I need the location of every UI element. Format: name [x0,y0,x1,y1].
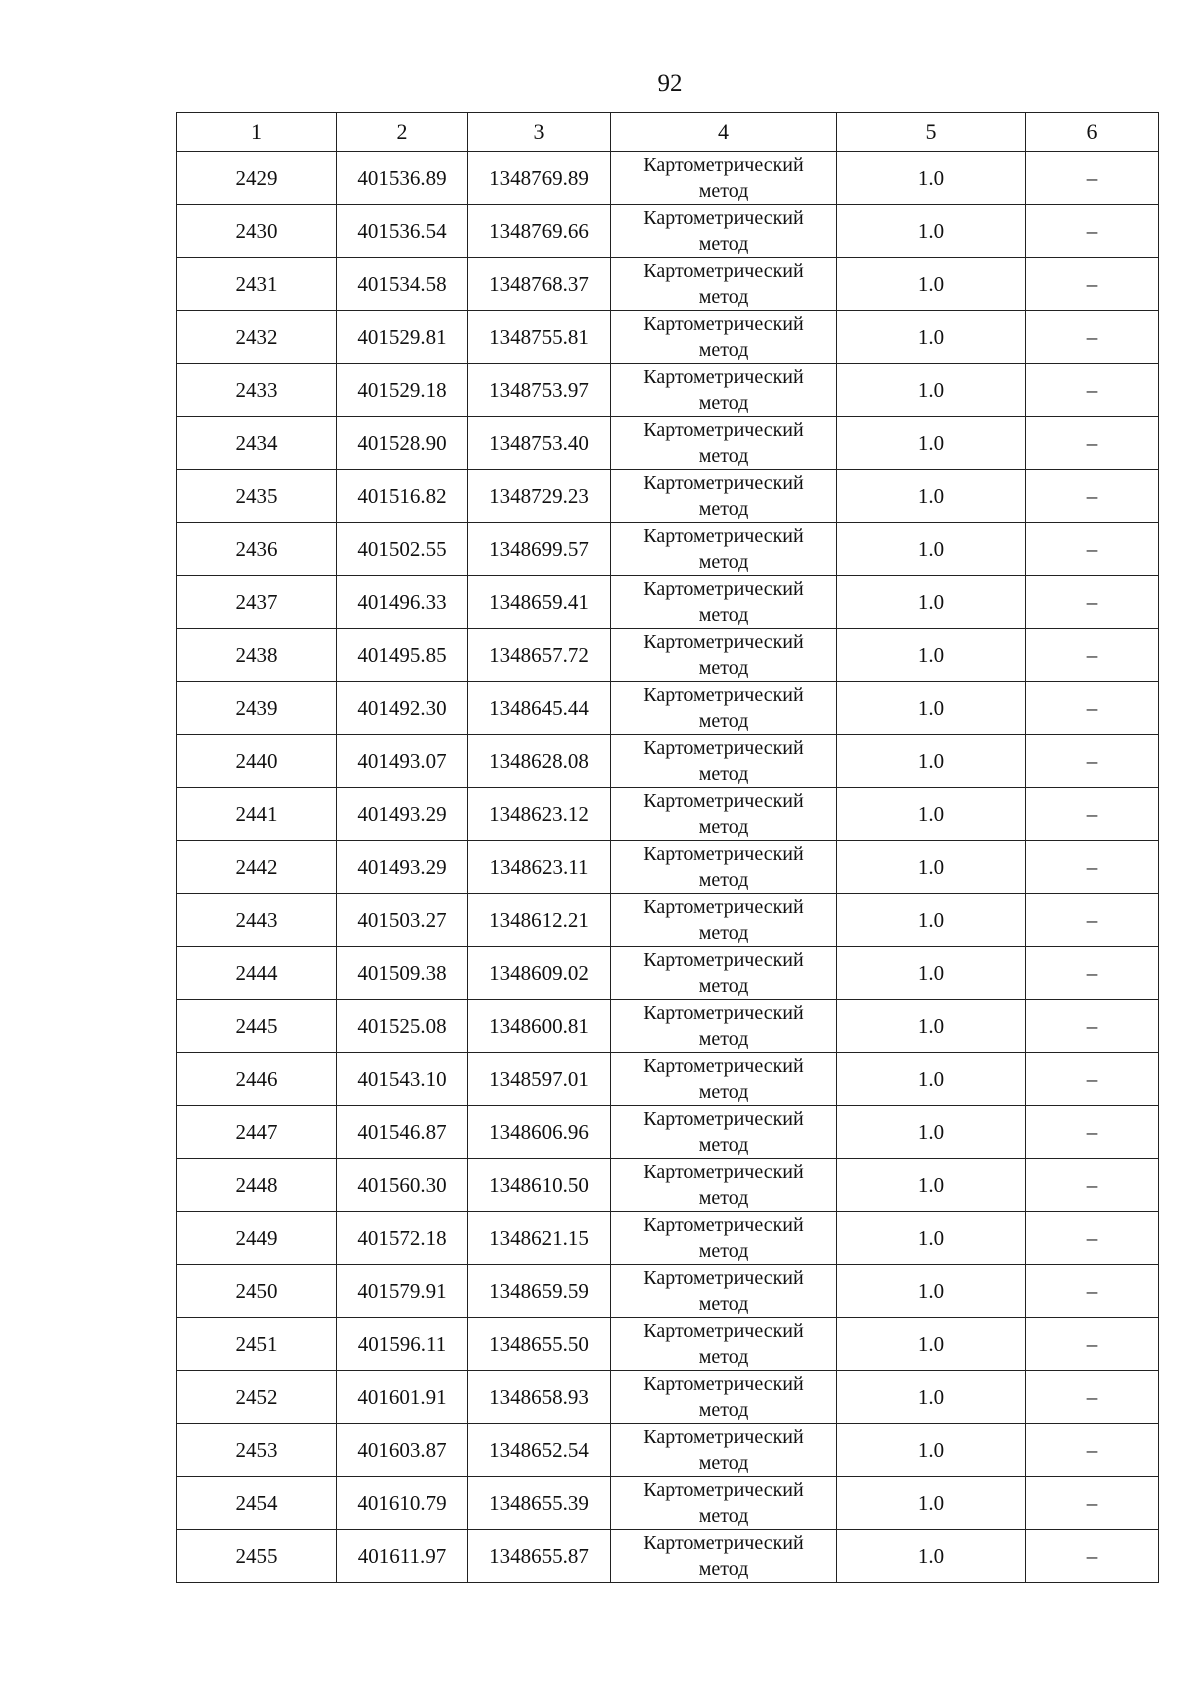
note-cell: – [1026,576,1159,629]
note-cell: – [1026,735,1159,788]
y-coordinate-cell: 1348657.72 [468,629,611,682]
y-coordinate-cell: 1348755.81 [468,311,611,364]
method-line-2: метод [698,1452,749,1474]
method-cell [611,205,837,258]
point-number-cell: 2435 [177,470,337,523]
table-row [177,1424,1159,1477]
note-cell: – [1026,1159,1159,1212]
method-cell [611,947,837,1000]
table-row [177,1106,1159,1159]
method-line-2: метод [698,763,749,785]
table-row [177,1159,1159,1212]
point-number-cell: 2439 [177,682,337,735]
method-line-1: Картометрический [643,207,804,229]
point-number-cell: 2431 [177,258,337,311]
x-coordinate-cell: 401509.38 [337,947,468,1000]
table-row [177,1212,1159,1265]
note-cell: – [1026,205,1159,258]
method-line-2: метод [698,1134,749,1156]
note-cell: – [1026,894,1159,947]
x-coordinate-cell: 401601.91 [337,1371,468,1424]
accuracy-cell: 1.0 [837,152,1026,205]
column-header-4: 4 [611,113,837,152]
column-header-1: 1 [177,113,337,152]
note-cell: – [1026,682,1159,735]
method-cell [611,1212,837,1265]
method-line-2: метод [698,339,749,361]
method-cell [611,629,837,682]
x-coordinate-cell: 401525.08 [337,1000,468,1053]
point-number-cell: 2443 [177,894,337,947]
accuracy-cell: 1.0 [837,947,1026,1000]
y-coordinate-cell: 1348753.40 [468,417,611,470]
method-line-1: Картометрический [643,1002,804,1024]
point-number-cell: 2436 [177,523,337,576]
method-cell [611,1053,837,1106]
method-line-2: метод [698,445,749,467]
y-coordinate-cell: 1348621.15 [468,1212,611,1265]
y-coordinate-cell: 1348645.44 [468,682,611,735]
method-cell [611,1265,837,1318]
method-cell [611,894,837,947]
table-row [177,735,1159,788]
y-coordinate-cell: 1348699.57 [468,523,611,576]
x-coordinate-cell: 401611.97 [337,1530,468,1583]
method-line-1: Картометрический [643,1532,804,1554]
method-line-2: метод [698,975,749,997]
x-coordinate-cell: 401493.07 [337,735,468,788]
method-line-2: метод [698,1187,749,1209]
note-cell: – [1026,1318,1159,1371]
method-cell [611,417,837,470]
method-line-1: Картометрический [643,578,804,600]
note-cell: – [1026,1265,1159,1318]
header-row [177,113,1159,152]
method-line-2: метод [698,1346,749,1368]
point-number-cell: 2448 [177,1159,337,1212]
method-line-2: метод [698,1505,749,1527]
point-number-cell: 2430 [177,205,337,258]
accuracy-cell: 1.0 [837,1159,1026,1212]
method-cell [611,1000,837,1053]
method-line-1: Картометрический [643,1161,804,1183]
method-line-2: метод [698,180,749,202]
point-number-cell: 2445 [177,1000,337,1053]
x-coordinate-cell: 401572.18 [337,1212,468,1265]
method-line-1: Картометрический [643,472,804,494]
column-header-6: 6 [1026,113,1159,152]
accuracy-cell: 1.0 [837,205,1026,258]
note-cell: – [1026,1000,1159,1053]
note-cell: – [1026,788,1159,841]
y-coordinate-cell: 1348610.50 [468,1159,611,1212]
x-coordinate-cell: 401493.29 [337,788,468,841]
note-cell: – [1026,1477,1159,1530]
accuracy-cell: 1.0 [837,1265,1026,1318]
point-number-cell: 2441 [177,788,337,841]
y-coordinate-cell: 1348768.37 [468,258,611,311]
table-row [177,1477,1159,1530]
method-line-1: Картометрический [643,896,804,918]
x-coordinate-cell: 401496.33 [337,576,468,629]
point-number-cell: 2440 [177,735,337,788]
point-number-cell: 2438 [177,629,337,682]
point-number-cell: 2447 [177,1106,337,1159]
method-line-1: Картометрический [643,631,804,653]
table-row [177,311,1159,364]
table-row [177,470,1159,523]
accuracy-cell: 1.0 [837,1530,1026,1583]
method-line-2: метод [698,392,749,414]
accuracy-cell: 1.0 [837,788,1026,841]
method-cell [611,1424,837,1477]
method-line-1: Картометрический [643,525,804,547]
y-coordinate-cell: 1348609.02 [468,947,611,1000]
x-coordinate-cell: 401529.18 [337,364,468,417]
method-cell [611,1106,837,1159]
x-coordinate-cell: 401579.91 [337,1265,468,1318]
note-cell: – [1026,1530,1159,1583]
method-line-2: метод [698,1399,749,1421]
method-line-1: Картометрический [643,1267,804,1289]
point-number-cell: 2434 [177,417,337,470]
accuracy-cell: 1.0 [837,1106,1026,1159]
method-line-2: метод [698,869,749,891]
accuracy-cell: 1.0 [837,576,1026,629]
y-coordinate-cell: 1348623.12 [468,788,611,841]
table-row [177,205,1159,258]
method-cell [611,470,837,523]
note-cell: – [1026,1212,1159,1265]
method-line-2: метод [698,1028,749,1050]
page-number: 92 [657,70,683,97]
column-header-3: 3 [468,113,611,152]
y-coordinate-cell: 1348729.23 [468,470,611,523]
coordinates-table [176,112,1159,1583]
method-line-2: метод [698,922,749,944]
method-line-1: Картометрический [643,154,804,176]
point-number-cell: 2455 [177,1530,337,1583]
note-cell: – [1026,311,1159,364]
method-cell [611,1530,837,1583]
point-number-cell: 2444 [177,947,337,1000]
method-line-1: Картометрический [643,949,804,971]
accuracy-cell: 1.0 [837,470,1026,523]
note-cell: – [1026,364,1159,417]
point-number-cell: 2449 [177,1212,337,1265]
method-cell [611,1477,837,1530]
method-line-2: метод [698,1081,749,1103]
y-coordinate-cell: 1348769.89 [468,152,611,205]
note-cell: – [1026,629,1159,682]
point-number-cell: 2446 [177,1053,337,1106]
accuracy-cell: 1.0 [837,1371,1026,1424]
point-number-cell: 2432 [177,311,337,364]
method-cell [611,258,837,311]
x-coordinate-cell: 401529.81 [337,311,468,364]
column-header-2: 2 [337,113,468,152]
method-line-1: Картометрический [643,1320,804,1342]
x-coordinate-cell: 401536.54 [337,205,468,258]
accuracy-cell: 1.0 [837,523,1026,576]
method-line-1: Картометрический [643,1055,804,1077]
accuracy-cell: 1.0 [837,629,1026,682]
method-line-1: Картометрический [643,1426,804,1448]
y-coordinate-cell: 1348659.41 [468,576,611,629]
accuracy-cell: 1.0 [837,1318,1026,1371]
table-row [177,364,1159,417]
table-row [177,576,1159,629]
x-coordinate-cell: 401492.30 [337,682,468,735]
method-cell [611,152,837,205]
method-cell [611,311,837,364]
x-coordinate-cell: 401516.82 [337,470,468,523]
accuracy-cell: 1.0 [837,364,1026,417]
x-coordinate-cell: 401503.27 [337,894,468,947]
accuracy-cell: 1.0 [837,1212,1026,1265]
method-cell [611,1371,837,1424]
column-header-5: 5 [837,113,1026,152]
note-cell: – [1026,947,1159,1000]
accuracy-cell: 1.0 [837,735,1026,788]
note-cell: – [1026,523,1159,576]
accuracy-cell: 1.0 [837,841,1026,894]
point-number-cell: 2453 [177,1424,337,1477]
y-coordinate-cell: 1348612.21 [468,894,611,947]
point-number-cell: 2454 [177,1477,337,1530]
method-line-2: метод [698,551,749,573]
y-coordinate-cell: 1348655.50 [468,1318,611,1371]
x-coordinate-cell: 401546.87 [337,1106,468,1159]
accuracy-cell: 1.0 [837,894,1026,947]
point-number-cell: 2450 [177,1265,337,1318]
table-row [177,894,1159,947]
accuracy-cell: 1.0 [837,258,1026,311]
table-row [177,417,1159,470]
y-coordinate-cell: 1348659.59 [468,1265,611,1318]
note-cell: – [1026,1106,1159,1159]
y-coordinate-cell: 1348597.01 [468,1053,611,1106]
y-coordinate-cell: 1348628.08 [468,735,611,788]
x-coordinate-cell: 401495.85 [337,629,468,682]
note-cell: – [1026,1371,1159,1424]
method-cell [611,523,837,576]
table-row [177,258,1159,311]
table-row [177,1318,1159,1371]
accuracy-cell: 1.0 [837,1000,1026,1053]
method-line-2: метод [698,604,749,626]
method-cell [611,682,837,735]
accuracy-cell: 1.0 [837,1424,1026,1477]
y-coordinate-cell: 1348652.54 [468,1424,611,1477]
method-line-2: метод [698,1558,749,1580]
note-cell: – [1026,470,1159,523]
table-body [177,152,1159,1583]
table-row [177,1265,1159,1318]
note-cell: – [1026,152,1159,205]
y-coordinate-cell: 1348600.81 [468,1000,611,1053]
point-number-cell: 2433 [177,364,337,417]
note-cell: – [1026,258,1159,311]
table-row [177,1000,1159,1053]
table-row [177,841,1159,894]
method-line-2: метод [698,657,749,679]
method-line-1: Картометрический [643,419,804,441]
method-cell [611,1159,837,1212]
table-row [177,788,1159,841]
method-line-2: метод [698,233,749,255]
method-line-2: метод [698,286,749,308]
x-coordinate-cell: 401502.55 [337,523,468,576]
table-header [177,113,1159,152]
method-line-2: метод [698,1293,749,1315]
point-number-cell: 2452 [177,1371,337,1424]
point-number-cell: 2442 [177,841,337,894]
table-row [177,629,1159,682]
method-line-1: Картометрический [643,790,804,812]
method-line-2: метод [698,1240,749,1262]
x-coordinate-cell: 401493.29 [337,841,468,894]
accuracy-cell: 1.0 [837,417,1026,470]
method-line-1: Картометрический [643,684,804,706]
table-row [177,947,1159,1000]
table-row [177,523,1159,576]
method-cell [611,364,837,417]
method-line-2: метод [698,816,749,838]
y-coordinate-cell: 1348769.66 [468,205,611,258]
y-coordinate-cell: 1348606.96 [468,1106,611,1159]
x-coordinate-cell: 401528.90 [337,417,468,470]
x-coordinate-cell: 401596.11 [337,1318,468,1371]
note-cell: – [1026,417,1159,470]
accuracy-cell: 1.0 [837,311,1026,364]
x-coordinate-cell: 401534.58 [337,258,468,311]
table-row [177,1371,1159,1424]
x-coordinate-cell: 401610.79 [337,1477,468,1530]
method-line-1: Картометрический [643,1108,804,1130]
method-cell [611,576,837,629]
x-coordinate-cell: 401536.89 [337,152,468,205]
method-cell [611,735,837,788]
method-line-1: Картометрический [643,1479,804,1501]
note-cell: – [1026,1424,1159,1477]
point-number-cell: 2451 [177,1318,337,1371]
y-coordinate-cell: 1348655.87 [468,1530,611,1583]
method-line-2: метод [698,710,749,732]
x-coordinate-cell: 401603.87 [337,1424,468,1477]
method-line-1: Картометрический [643,313,804,335]
table-row [177,1053,1159,1106]
method-line-1: Картометрический [643,1214,804,1236]
accuracy-cell: 1.0 [837,682,1026,735]
method-line-1: Картометрический [643,260,804,282]
method-cell [611,841,837,894]
note-cell: – [1026,841,1159,894]
table-row [177,682,1159,735]
y-coordinate-cell: 1348753.97 [468,364,611,417]
method-line-1: Картометрический [643,843,804,865]
table-row [177,1530,1159,1583]
accuracy-cell: 1.0 [837,1053,1026,1106]
method-line-2: метод [698,498,749,520]
y-coordinate-cell: 1348655.39 [468,1477,611,1530]
method-line-1: Картометрический [643,1373,804,1395]
table-row [177,152,1159,205]
y-coordinate-cell: 1348658.93 [468,1371,611,1424]
x-coordinate-cell: 401560.30 [337,1159,468,1212]
method-line-1: Картометрический [643,737,804,759]
method-cell [611,1318,837,1371]
point-number-cell: 2437 [177,576,337,629]
point-number-cell: 2429 [177,152,337,205]
method-cell [611,788,837,841]
note-cell: – [1026,1053,1159,1106]
x-coordinate-cell: 401543.10 [337,1053,468,1106]
method-line-1: Картометрический [643,366,804,388]
y-coordinate-cell: 1348623.11 [468,841,611,894]
accuracy-cell: 1.0 [837,1477,1026,1530]
